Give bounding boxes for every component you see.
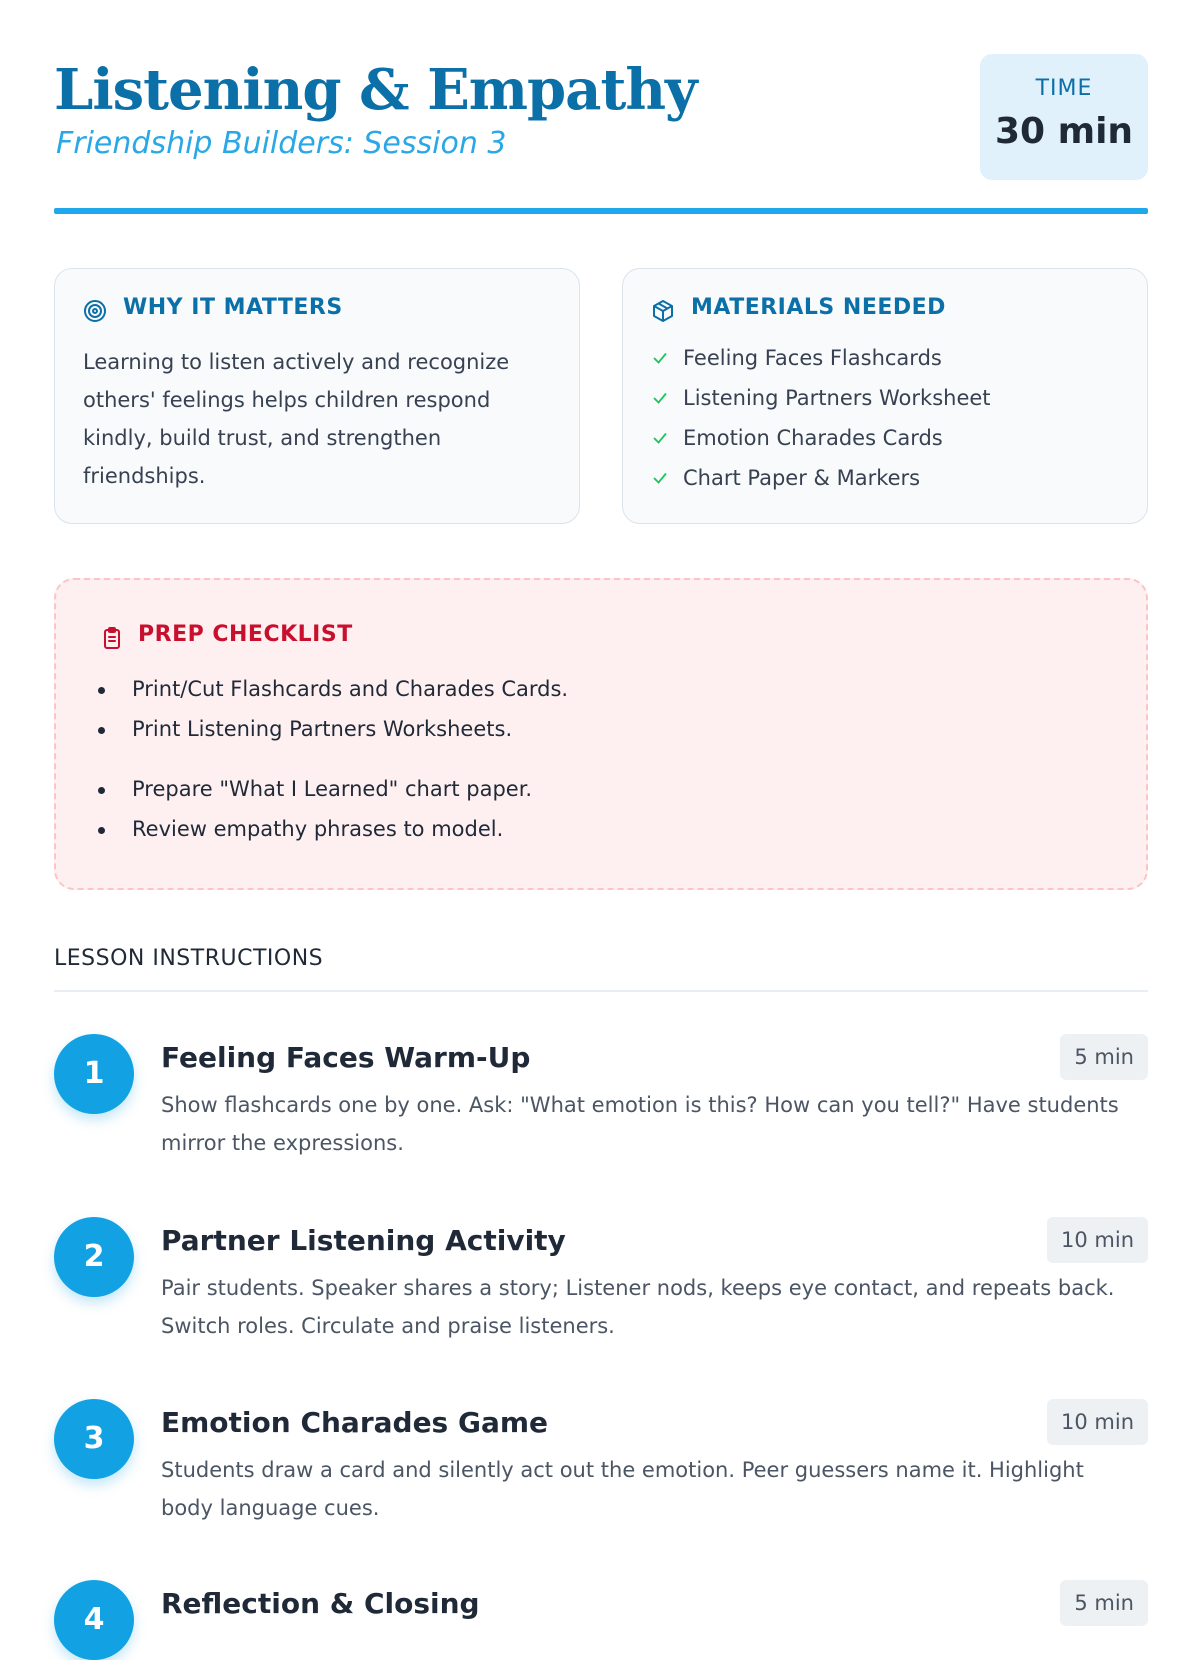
step-description: Pair students. Speaker shares a story; Listener nods, keeps eye contact, and repeats back. Switch roles. Circulate and praise listeners.	[161, 1276, 1115, 1338]
prep-checklist-list	[96, 674, 568, 844]
step-description: Students draw a card and silently act out the emotion. Peer guessers name it. Highlight body language cues.	[161, 1458, 1084, 1520]
lesson-plan-page	[54, 0, 1148, 1637]
bullet-icon	[98, 687, 105, 694]
list-item	[651, 423, 991, 463]
lesson-instructions-heading: LESSON INSTRUCTIONS	[54, 946, 324, 971]
time-value: 30 min	[994, 111, 1134, 152]
page-title: Listening & Empathy	[54, 57, 697, 123]
section-divider	[54, 990, 1148, 992]
materials-card	[622, 268, 1148, 524]
time-label: TIME	[1035, 76, 1093, 101]
target-icon	[83, 299, 107, 323]
list-item	[96, 814, 568, 844]
materials-title: MATERIALS NEEDED	[691, 295, 946, 320]
clipboard-icon	[100, 626, 124, 650]
bullet-icon	[98, 827, 105, 834]
materials-list	[651, 343, 991, 503]
step-duration-badge: 10 min	[1047, 1399, 1148, 1445]
step-number: 3	[54, 1399, 134, 1479]
list-item	[651, 343, 991, 383]
why-it-matters-text: Learning to listen actively and recognize others' feelings helps children respond kindly, build trust, and strengthen friendships.	[83, 350, 510, 488]
material-label: Chart Paper & Markers	[683, 466, 921, 490]
check-icon	[651, 389, 669, 407]
prep-checklist-panel	[54, 578, 1148, 890]
check-icon	[651, 469, 669, 487]
material-label: Listening Partners Worksheet	[683, 386, 991, 410]
step-title: Reflection & Closing	[161, 1587, 480, 1620]
bullet-icon	[98, 727, 105, 734]
step-title: Partner Listening Activity	[161, 1224, 566, 1257]
step-number: 2	[54, 1217, 134, 1297]
step-duration-badge: 5 min	[1060, 1580, 1148, 1626]
list-item	[96, 674, 568, 704]
prep-item-label: Print/Cut Flashcards and Charades Cards.	[132, 677, 569, 701]
bullet-icon	[98, 787, 105, 794]
step-duration-badge: 5 min	[1060, 1034, 1148, 1080]
check-icon	[651, 429, 669, 447]
time-badge	[980, 54, 1148, 180]
box-icon	[651, 299, 675, 323]
step-number: 4	[54, 1580, 134, 1660]
header-divider	[54, 208, 1148, 214]
list-item	[96, 774, 568, 804]
material-label: Emotion Charades Cards	[683, 426, 943, 450]
list-item	[96, 714, 568, 744]
check-icon	[651, 349, 669, 367]
why-it-matters-title: WHY IT MATTERS	[123, 295, 343, 320]
step-number: 1	[54, 1034, 134, 1114]
prep-item-label: Print Listening Partners Worksheets.	[132, 717, 513, 741]
list-item	[651, 383, 991, 423]
prep-item-label: Prepare "What I Learned" chart paper.	[132, 777, 533, 801]
step-title: Emotion Charades Game	[161, 1406, 549, 1439]
material-label: Feeling Faces Flashcards	[683, 346, 942, 370]
why-it-matters-card	[54, 268, 580, 524]
page-subtitle: Friendship Builders: Session 3	[56, 126, 507, 161]
list-item	[651, 463, 991, 503]
header	[54, 52, 1148, 212]
prep-item-label: Review empathy phrases to model.	[132, 817, 504, 841]
prep-checklist-title: PREP CHECKLIST	[138, 622, 353, 647]
step-title: Feeling Faces Warm-Up	[161, 1041, 531, 1074]
step-duration-badge: 10 min	[1047, 1217, 1148, 1263]
step-description: Show flashcards one by one. Ask: "What emotion is this? How can you tell?" Have students mirror the expressions.	[161, 1093, 1119, 1155]
